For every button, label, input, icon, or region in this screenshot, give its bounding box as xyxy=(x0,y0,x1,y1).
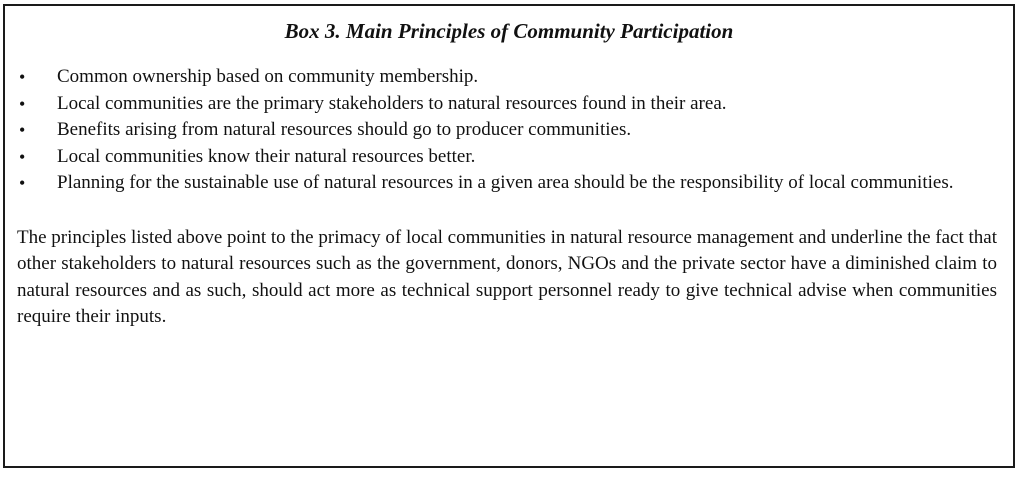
bullet-icon: • xyxy=(19,67,26,87)
list-item xyxy=(5,144,1013,171)
principle-text: Local communities are the primary stakeholders to natural resources found in their area. xyxy=(57,92,727,114)
principle-text: Local communities know their natural resources better. xyxy=(57,145,476,167)
summary-paragraph: The principles listed above point to the primacy of local communities in natural resource management and underline the fact that other stakeholders to natural resources such as the government, donors, NGOs and the private sector have a diminished claim to natural resources and as such, should act more as technical support personnel ready to give technical advise when communities require their inputs. xyxy=(17,226,997,327)
bullet-icon: • xyxy=(19,120,26,140)
bullet-icon: • xyxy=(19,146,26,167)
box-title: Box 3. Main Principles of Community Participation xyxy=(284,19,734,43)
principle-text: Common ownership based on community membership. xyxy=(57,66,479,87)
principles-box xyxy=(3,4,1015,468)
list-item xyxy=(5,170,1013,197)
principle-text: Benefits arising from natural resources should go to producer communities. xyxy=(57,119,632,140)
list-item xyxy=(5,117,1013,144)
principles-list xyxy=(5,64,1013,197)
principle-text: Planning for the sustainable use of natural resources in a given area should be the responsibility of local communities. xyxy=(57,172,954,193)
list-item xyxy=(5,64,1013,91)
bullet-icon: • xyxy=(19,93,26,114)
bullet-icon: • xyxy=(19,173,26,193)
list-item xyxy=(5,91,1013,118)
